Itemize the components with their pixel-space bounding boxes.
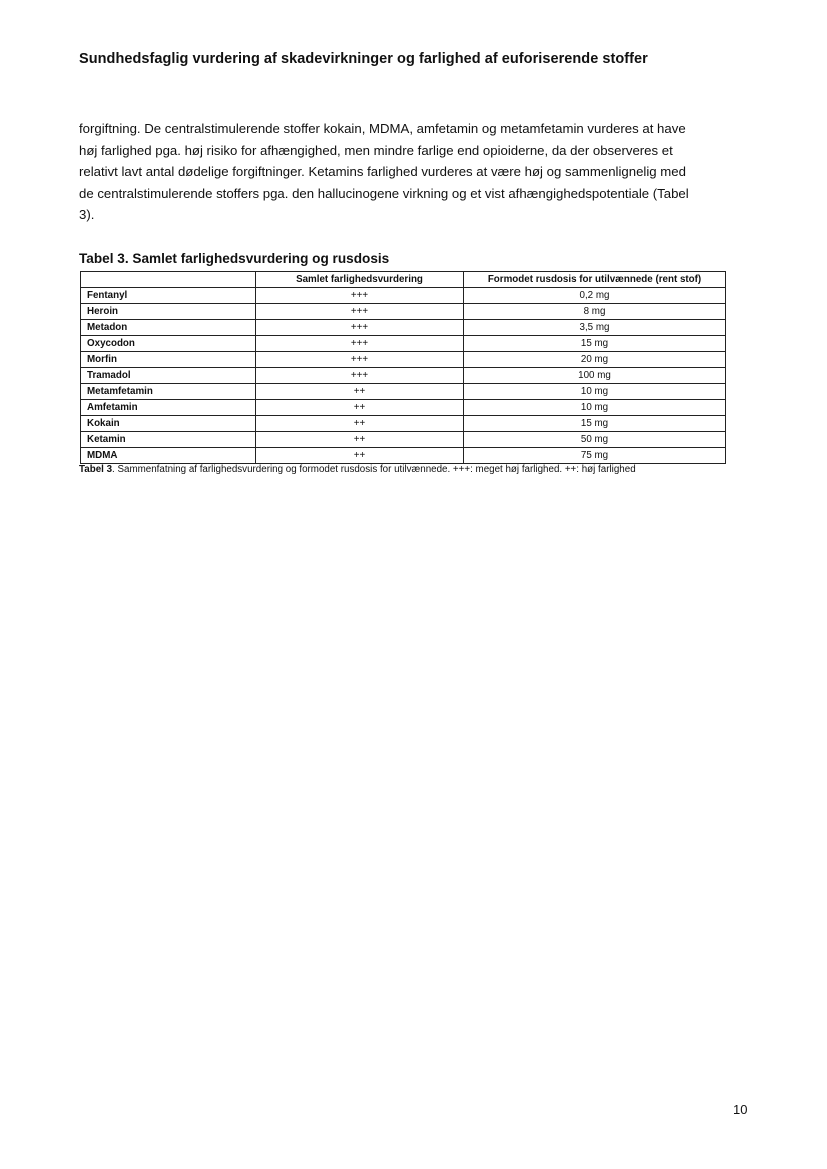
- dose-cell: 8 mg: [464, 304, 726, 320]
- dose-cell: 0,2 mg: [464, 288, 726, 304]
- assessment-cell: ++: [256, 432, 464, 448]
- dose-cell: 10 mg: [464, 384, 726, 400]
- table-header-dose: Formodet rusdosis for utilvænnede (rent stof): [464, 272, 726, 288]
- table-row: [81, 288, 726, 304]
- table-row: [81, 352, 726, 368]
- assessment-cell: ++: [256, 416, 464, 432]
- substance-name-cell: Heroin: [81, 304, 256, 320]
- paragraph-line: forgiftning. De centralstimulerende stoffer kokain, MDMA, amfetamin og metamfetamin vurderes at have: [79, 121, 686, 136]
- substance-name-cell: Tramadol: [81, 368, 256, 384]
- dose-cell: 50 mg: [464, 432, 726, 448]
- table-row: [81, 400, 726, 416]
- paragraph-line: de centralstimulerende stoffers pga. den hallucinogene virkning og et vist afhængighedspotentiale (Tabel: [79, 185, 689, 201]
- substance-name-cell: Fentanyl: [81, 288, 256, 304]
- table-title: Tabel 3. Samlet farlighedsvurdering og rusdosis: [79, 251, 390, 266]
- substance-name-cell: Kokain: [81, 416, 256, 432]
- dose-cell: 3,5 mg: [464, 320, 726, 336]
- assessment-cell: +++: [256, 336, 464, 352]
- assessment-cell: ++: [256, 448, 464, 464]
- page-header-title: Sundhedsfaglig vurdering af skadevirkninger og farlighed af euforiserende stoffer: [79, 51, 648, 67]
- table-row: [81, 416, 726, 432]
- paragraph-line: relativt lavt antal dødelige forgiftninger. Ketamins farlighed vurderes at være høj og sammenlignelig med: [79, 164, 686, 180]
- assessment-cell: +++: [256, 288, 464, 304]
- table-row: [81, 432, 726, 448]
- paragraph-line: høj farlighed pga. høj risiko for afhængighed, men mindre farlige end opioiderne, da der observeres et: [79, 142, 673, 158]
- substance-name-cell: Metamfetamin: [81, 384, 256, 400]
- dose-cell: 100 mg: [464, 368, 726, 384]
- assessment-cell: +++: [256, 304, 464, 320]
- dose-cell: 20 mg: [464, 352, 726, 368]
- table-row: [81, 336, 726, 352]
- assessment-cell: +++: [256, 352, 464, 368]
- table-body: [81, 288, 726, 464]
- table-row: [81, 368, 726, 384]
- table-row: [81, 448, 726, 464]
- substance-name-cell: Oxycodon: [81, 336, 256, 352]
- dose-cell: 10 mg: [464, 400, 726, 416]
- table-caption: [79, 464, 636, 475]
- dose-cell: 75 mg: [464, 448, 726, 464]
- substance-name-cell: Morfin: [81, 352, 256, 368]
- table-header-substance: [81, 272, 256, 288]
- table-header-row: [81, 272, 726, 288]
- caption-text: . Sammenfatning af farlighedsvurdering og formodet rusdosis for utilvænnede. +++: meget høj farlighed. ++: høj farlighed: [112, 464, 636, 475]
- assessment-cell: +++: [256, 320, 464, 336]
- dose-cell: 15 mg: [464, 416, 726, 432]
- table-row: [81, 320, 726, 336]
- table-row: [81, 304, 726, 320]
- substance-name-cell: Amfetamin: [81, 400, 256, 416]
- assessment-cell: ++: [256, 400, 464, 416]
- assessment-cell: +++: [256, 368, 464, 384]
- danger-assessment-table: [80, 271, 726, 464]
- substance-name-cell: Metadon: [81, 320, 256, 336]
- substance-name-cell: MDMA: [81, 448, 256, 464]
- page-number: 10: [733, 1102, 748, 1117]
- table-row: [81, 384, 726, 400]
- dose-cell: 15 mg: [464, 336, 726, 352]
- substance-name-cell: Ketamin: [81, 432, 256, 448]
- caption-label: Tabel 3: [79, 464, 113, 475]
- body-paragraph: [79, 118, 741, 226]
- assessment-cell: ++: [256, 384, 464, 400]
- table-header-assessment: Samlet farlighedsvurdering: [256, 272, 464, 288]
- paragraph-line: 3).: [79, 207, 95, 223]
